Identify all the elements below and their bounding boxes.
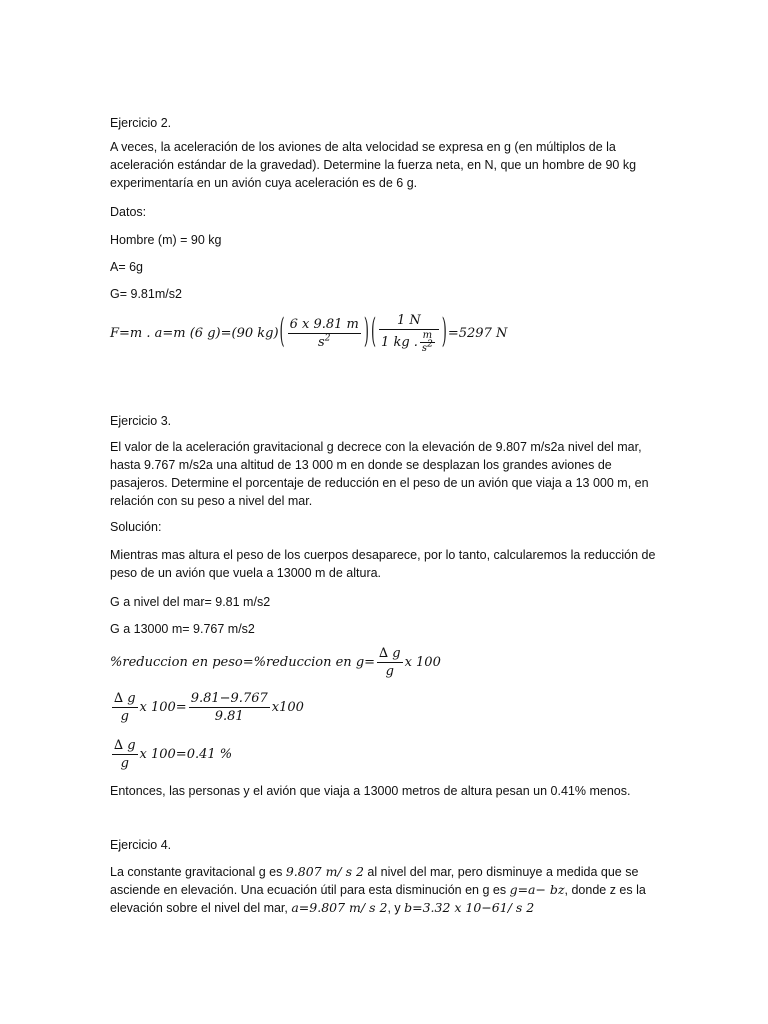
ex4-text-d: , y [387, 901, 405, 915]
ex3-equation-3 [110, 737, 665, 772]
eq2-rhs: x100 [271, 700, 304, 715]
ex3-g-sea-level: G a nivel del mar= 9.81 m/s2 [110, 595, 271, 609]
eq2-num: ∆ g [114, 691, 136, 706]
ex4-g-value: 9.807 m/ s 2 [285, 864, 364, 879]
ex2-force-equation: F=m . a=m (6 g)=(90 kg)( $\frac{6 x 9.81 m}{s^2}$ ) ( 1 N 1 kg . $\frac{m}{s^2}$ )=5297 N [110, 312, 508, 354]
ex3-intro: Mientras mas altura el peso de los cuerpos desaparece, por lo tanto, calcularemos la reducción de peso de un avión que vuela a 13000 m de altura. [110, 548, 656, 580]
eq1-rhs: x 100 [404, 655, 441, 670]
ex3-g-13000: G a 13000 m= 9.767 m/s2 [110, 622, 255, 636]
ex3-equation-1 [110, 645, 665, 680]
eq2-frac-num: 9.81−9.767 [190, 691, 268, 706]
frac2-exponent: 2 [427, 339, 433, 350]
frac2-inner-den: s [421, 343, 428, 354]
eq2-mid: x 100= [139, 700, 187, 715]
ex3-solucion-label: Solución: [110, 520, 162, 534]
ex3-equation-2 [110, 690, 665, 725]
eq1-num: ∆ g [379, 646, 401, 661]
frac1-denominator: s [318, 335, 325, 350]
ex2-heading: Ejercicio 2. [110, 116, 172, 130]
ex2-paragraph: A veces, la aceleración de los aviones de alta velocidad se expresa en g (en múltiplos de la aceleración estándar de la gravedad). Determine la fuerza neta, en N, que un hombre de 90 kg experimentaría en un avión cuya aceleración es de 6 g. [110, 140, 637, 190]
ex2-datos-label: Datos: [110, 205, 147, 219]
ex4-equation: g=a− bz [509, 882, 565, 897]
ex4-b-value: b=3.32 x 10−61/ s 2 [404, 900, 535, 915]
ex4-paragraph [110, 863, 665, 917]
ex4-text-b: al nivel del mar, pero disminuye a medida que se asciende en elevación. Una ecuación útil para esta disminución en g es [110, 865, 639, 897]
ex4-a-value: a=9.807 m/ s 2 [291, 900, 388, 915]
eq-result: =5297 N [447, 326, 508, 341]
eq3-den: g [120, 756, 129, 771]
ex3-paragraph: El valor de la aceleración gravitacional g decrece con la elevación de 9.807 m/s2a nivel del mar, hasta 9.767 m/s2a una altitud de 13 000 m en donde se desplazan los grandes aviones de pasajeros. Determine el porcentaje de reducción en el peso de un avión que viaja a 13 000 m, en relación con su peso a nivel del mar. [110, 440, 649, 508]
ex4-text-c: , donde z es la elevación sobre el nivel del mar, [110, 883, 646, 915]
eq-lhs: F=m . a=m (6 g)=(90 kg) [110, 326, 279, 341]
ex4-heading: Ejercicio 4. [110, 838, 172, 852]
eq2-frac-den: 9.81 [214, 709, 244, 724]
ex3-conclusion: Entonces, las personas y el avión que viaja a 13000 metros de altura pesan un 0.41% menos. [110, 784, 631, 798]
eq3-num: ∆ g [114, 738, 136, 753]
ex2-dato-gravity: G= 9.81m/s2 [110, 287, 182, 301]
ex2-dato-mass: Hombre (m) = 90 kg [110, 233, 222, 247]
eq2-den: g [120, 709, 129, 724]
eq3-rhs: x 100=0.41 % [139, 747, 233, 762]
eq1-lhs: %reduccion en peso=%reduccion en g= [110, 655, 376, 670]
ex4-text-a: La constante gravitacional g es [110, 865, 286, 879]
ex2-dato-accel: A= 6g [110, 260, 144, 274]
frac2-denominator-a: 1 kg . [381, 335, 418, 350]
ex3-heading: Ejercicio 3. [110, 414, 172, 428]
frac1-numerator: 6 x 9.81 m [289, 317, 359, 332]
frac2-inner-num: m [420, 330, 435, 343]
eq1-den: g [385, 664, 394, 679]
frac1-exponent: 2 [324, 333, 331, 344]
frac2-numerator: 1 N [379, 312, 439, 330]
